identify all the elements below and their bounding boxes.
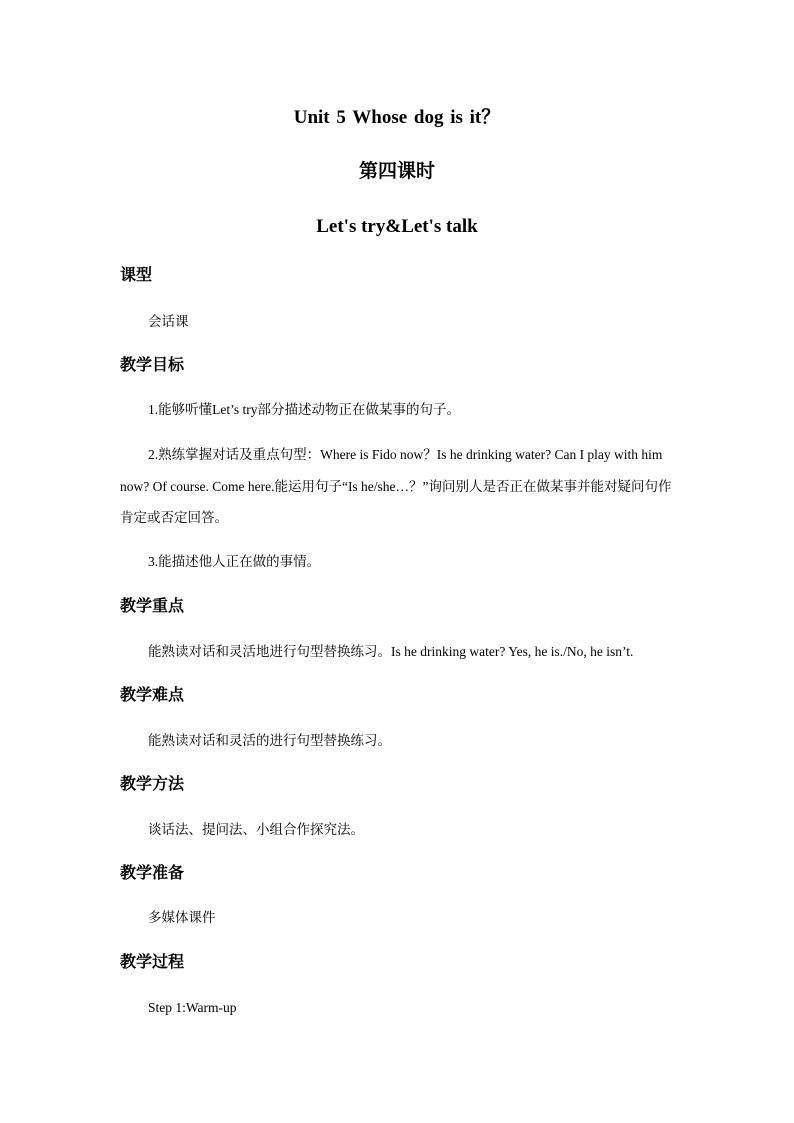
lesson-type-text: 会话课 <box>148 314 189 329</box>
lesson-number: 第四课时 <box>358 161 435 182</box>
preparation-heading: 教学准备 <box>120 865 185 882</box>
objective-item-2: 2.熟练掌握对话及重点句型：Where is Fido now？Is he drinking water? Can I play with him now? Of course. Come here.能运用句子“Is he/she…？”询问别人是否正在做某事并能对疑问句作肯定或否定回答。 <box>120 447 672 525</box>
difficulties-heading: 教学难点 <box>120 687 185 704</box>
process-heading: 教学过程 <box>120 954 185 971</box>
objective-item-1: 1.能够听懂Let’s try部分描述动物正在做某事的句子。 <box>148 402 460 417</box>
key-points-text: 能熟读对话和灵活地进行句型替换练习。Is he drinking water? Yes, he is./No, he isn’t. <box>148 644 634 659</box>
methods-heading: 教学方法 <box>120 776 185 793</box>
unit-title: Unit 5 Whose dog is it？ <box>293 107 501 128</box>
objective-item-3: 3.能描述他人正在做的事情。 <box>148 554 321 569</box>
preparation-text: 多媒体课件 <box>148 910 216 925</box>
lesson-type-heading: 课型 <box>120 267 153 284</box>
lesson-subtitle: Let's try&Let's talk <box>316 216 478 237</box>
objectives-heading: 教学目标 <box>120 357 185 374</box>
key-points-heading: 教学重点 <box>120 598 185 615</box>
difficulties-text: 能熟读对话和灵活的进行句型替换练习。 <box>148 733 391 748</box>
methods-text: 谈话法、提问法、小组合作探究法。 <box>148 822 364 837</box>
process-step-1: Step 1:Warm-up <box>148 1000 237 1015</box>
